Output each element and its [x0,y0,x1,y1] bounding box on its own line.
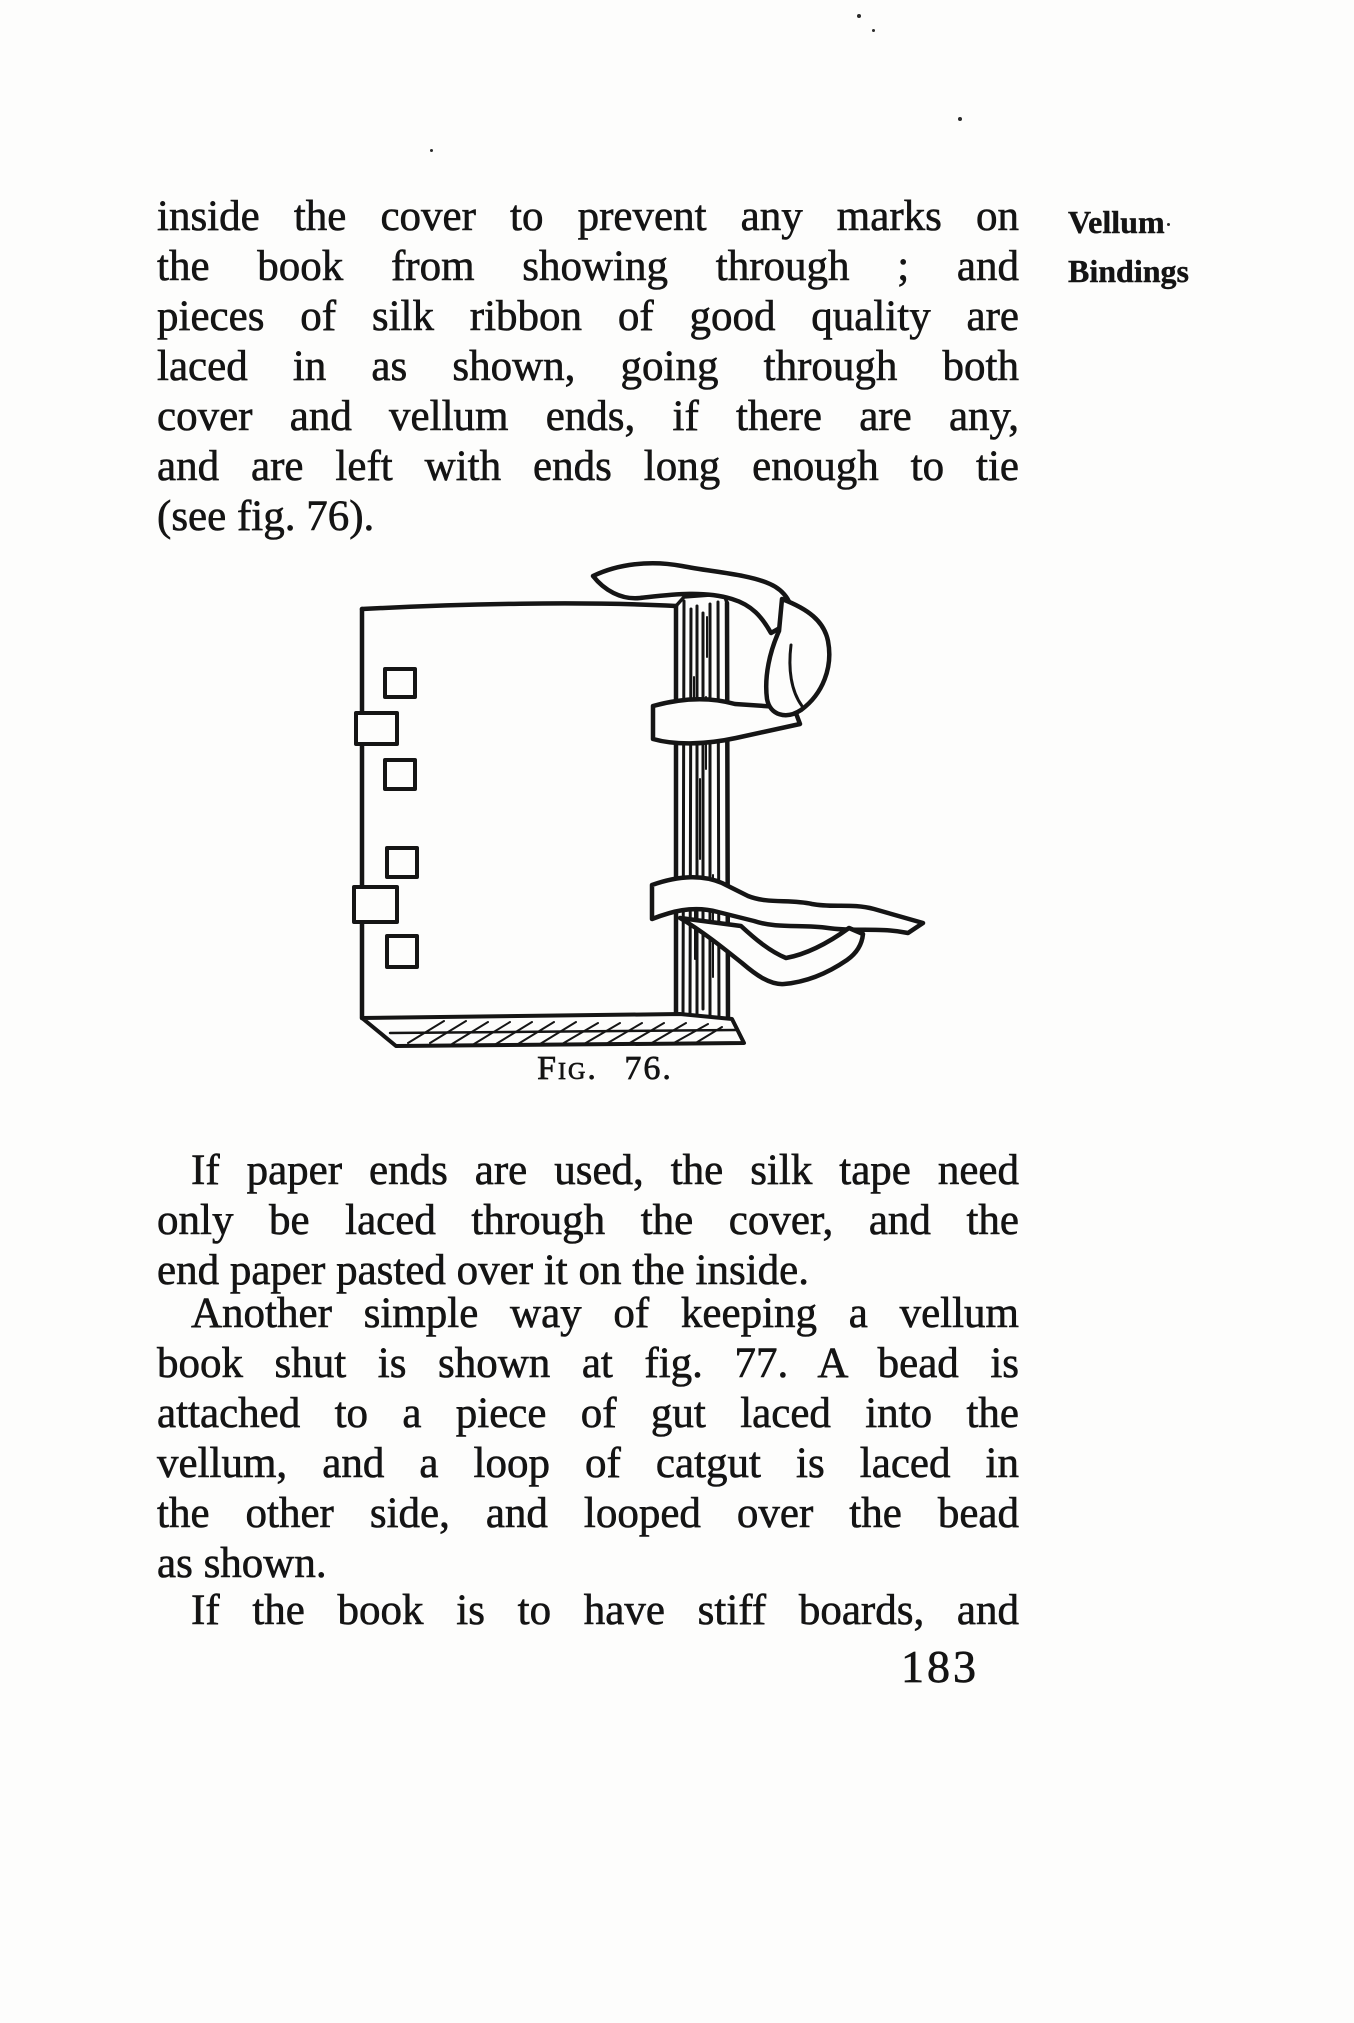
paragraph-4 [157,1586,1019,1636]
text-line: If paper ends are used, the silk tape need [191,1147,1019,1194]
text-line: the other side, and looped over the bead [157,1490,1019,1537]
page-edges [362,1014,744,1046]
text-line: (see fig. 76). [157,493,375,540]
paragraph-2 [157,1146,1019,1296]
text-line: end paper pasted over it on the inside. [157,1247,809,1294]
text-line: as shown. [157,1540,327,1587]
text-line: only be laced through the cover, and the [157,1197,1019,1244]
lower-ribbon [652,877,923,984]
book-drawing [350,557,940,1057]
text-line: Another simple way of keeping a vellum [191,1290,1019,1337]
text-line: inside the cover to prevent any marks on [157,193,1019,240]
text-line: If the book is to have stiff boards, and [191,1587,1019,1634]
paragraph-3 [157,1289,1019,1589]
scan-speck [857,14,861,18]
scan-speck [958,117,962,121]
scan-speck [430,149,433,152]
text-line: pieces of silk ribbon of good quality are [157,293,1019,340]
margin-note-line: Bindings [1068,253,1189,289]
text-line: cover and vellum ends, if there are any, [157,393,1019,440]
paragraph-1 [157,192,1019,542]
page-number: 183 [901,1641,979,1692]
scan-speck [872,29,875,32]
figure-76-illustration [350,557,940,1057]
figure-caption: Fig. 76. [537,1050,673,1087]
margin-note-line: Vellum [1068,204,1165,240]
scan-speck [1167,223,1170,226]
book-spine [676,594,728,1027]
text-line: attached to a piece of gut laced into the [157,1390,1019,1437]
text-line: vellum, and a loop of catgut is laced in [157,1440,1019,1487]
text-line: laced in as shown, going through both [157,343,1019,390]
text-line: and are left with ends long enough to tie [157,443,1019,490]
text-line: book shut is shown at fig. 77. A bead is [157,1340,1019,1387]
book-cover [362,603,676,1018]
margin-note [1068,198,1268,296]
text-line: the book from showing through ; and [157,243,1019,290]
